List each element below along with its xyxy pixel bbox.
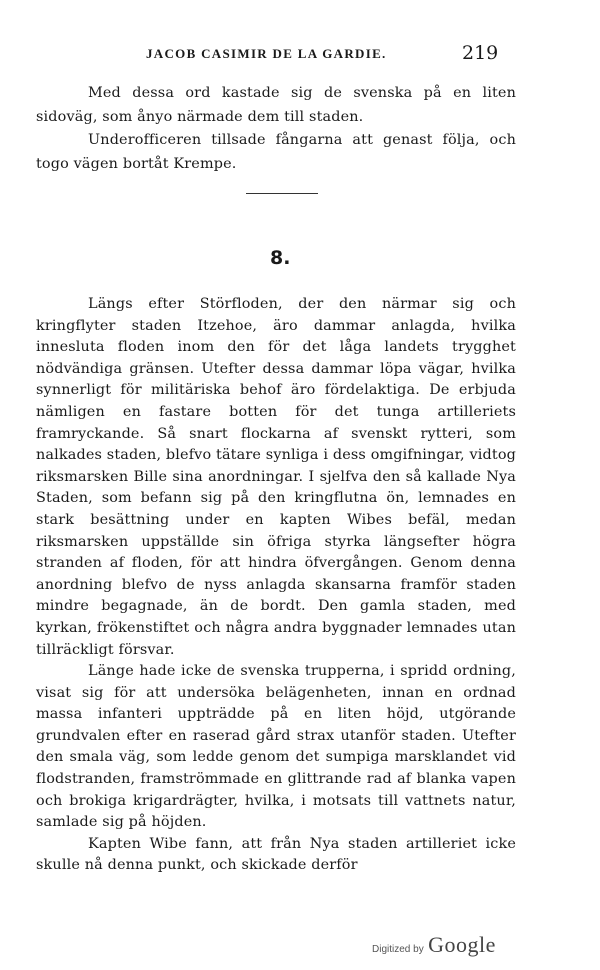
section-divider — [246, 193, 318, 194]
paragraph: Underofficeren tillsade fångarna att genast följa, och togo vägen bortåt Krempe. — [36, 132, 516, 172]
paragraph: Längs efter Störfloden, der den närmar sig och kringflyter staden Itzehoe, äro dammar anlagda, hvilka innesluta floden inom den för det låga landets trygghet nödvändiga gränsen. Utefter dessa dammar löpa vägar, hvilka synnerligt för militäriska behof äro fördelaktiga. De erbjuda nämligen en fastare botten för det tunga artilleriets framryckande. Så snart flockarna af svenskt rytteri, som nalkades staden, blefvo tätare synliga i dess omgifningar, vidtog riksmarsken Bille sina anordningar. I sjelfva den så kallade Nya Staden, som befann sig på den kringflutna ön, lemnades en stark besättning under en kapten Wibes befäl, medan riksmarsken uppställde sin öfriga styrka längsefter högra stranden af floden, för att hindra öfvergången. Genom denna anordning blefvo de nyss anlagda skansarna framför staden mindre begagnade, än de bordt. Den gamla staden, med kyrkan, frökenstiftet och några andra byggnader lemnades utan tillräckligt försvar. — [36, 296, 516, 658]
running-header — [0, 42, 600, 68]
running-title: JACOB CASIMIR DE LA GARDIE. — [146, 46, 387, 61]
digitized-by-google-mark — [372, 932, 496, 958]
paragraph: Med dessa ord kastade sig de svenska på en liten sidoväg, som ånyo närmade dem till staden. — [36, 85, 516, 125]
body-text — [36, 294, 516, 877]
section-number: 8. — [270, 247, 291, 269]
paragraph: Kapten Wibe fann, att från Nya staden artilleriet icke skulle nå denna punkt, och skickade derför — [36, 835, 516, 874]
digitized-prefix: Digitized by — [372, 944, 424, 955]
top-text — [36, 82, 516, 176]
google-logo: Google — [428, 932, 496, 957]
page-number: 219 — [462, 42, 499, 64]
paragraph: Länge hade icke de svenska trupperna, i spridd ordning, visat sig för att undersöka belägenheten, innan en ordnad massa infanteri uppträdde på en liten höjd, utgörande grundvalen efter en raserad gård strax utanför staden. Utefter den smala väg, som ledde genom det sumpiga marsklandet vid flodstranden, framströmmade en glittrande rad af blanka vapen och brokiga krigardrägter, hvilka, i motsats till vattnets natur, samlade sig på höjden. — [36, 663, 516, 831]
